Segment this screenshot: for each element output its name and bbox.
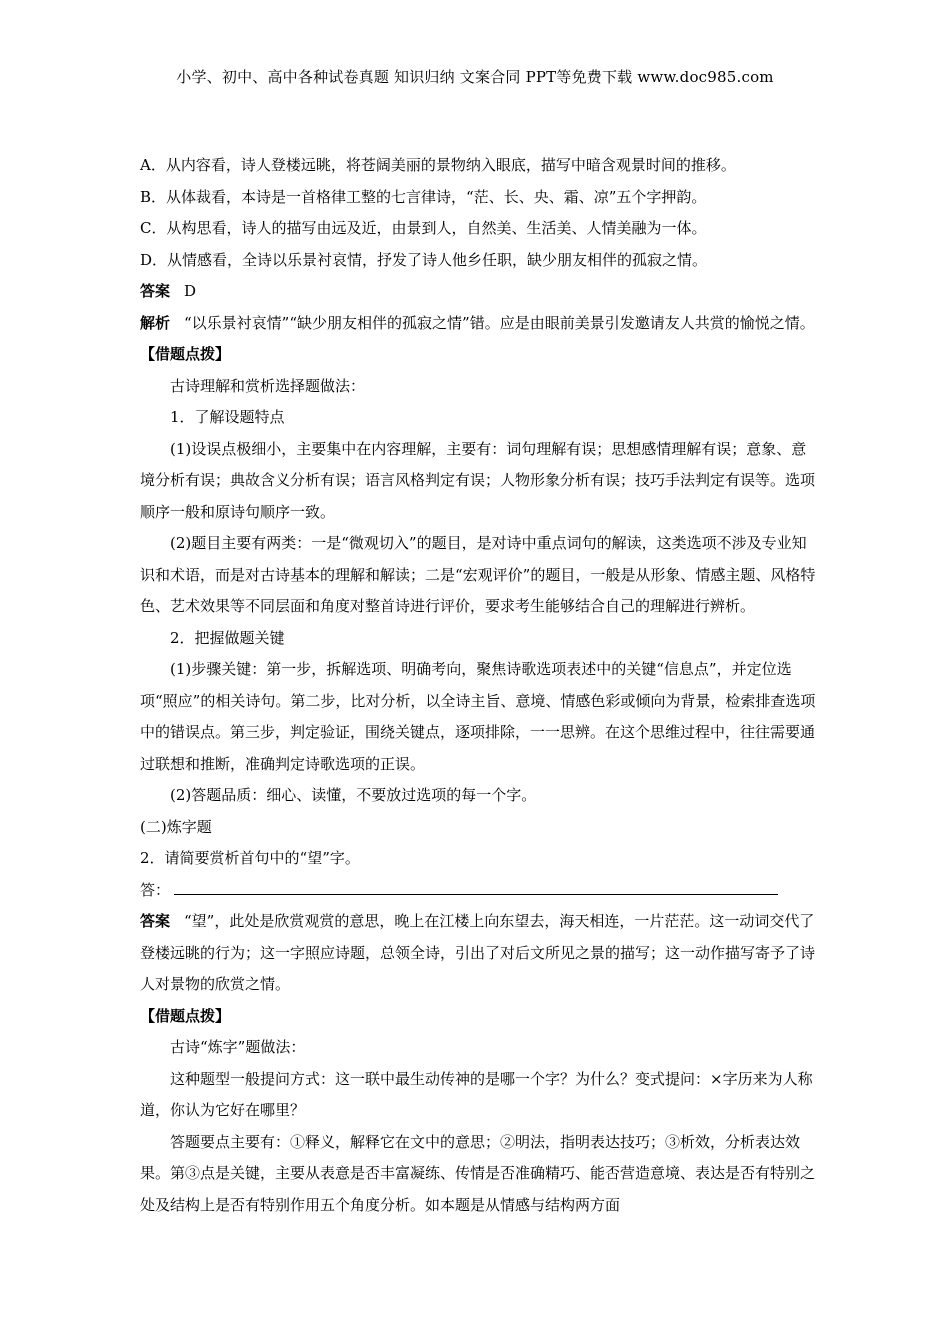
answer-label: 答案 xyxy=(140,282,171,300)
tip1-paragraph: (1)设误点极细小，主要集中在内容理解，主要有：词句理解有误；思想感情理解有误；意象、意境分析有误；典故含义分析有误；语言风格判定有误；人物形象分析有误；技巧手法判定有误等。选项顺序一般和原诗句顺序一致。 xyxy=(140,439,816,521)
tip2-paragraph: 古诗“炼字”题做法： xyxy=(170,1038,306,1056)
tip2-paragraph: 这种题型一般提问方式：这一联中最生动传神的是哪一个字？为什么？变式提问：×字历来为人称道，你认为它好在哪里？ xyxy=(140,1069,813,1119)
answer-line-1 xyxy=(140,276,820,308)
option-c: C．从构思看，诗人的描写由远及近，由景到人，自然美、生活美、人情美融为一体。 xyxy=(140,219,707,237)
analysis-label: 解析 xyxy=(140,313,171,332)
analysis-text: “以乐景衬哀情”“缺少朋友相伴的孤寂之情”错。应是由眼前美景引发邀请友人共赏的愉悦之情。 xyxy=(184,313,815,332)
option-a: A．从内容看，诗人登楼远眺，将苍阔美丽的景物纳入眼底，描写中暗含观景时间的推移。 xyxy=(140,156,736,174)
tip1-paragraph: (2)答题品质：细心、读懂，不要放过选项的每一个字。 xyxy=(170,786,537,804)
tip-heading-2: 【借题点拨】 xyxy=(140,1006,231,1025)
answer-value: D xyxy=(184,282,197,300)
answer-label: 答案 xyxy=(140,912,171,930)
answer-blank-line[interactable] xyxy=(174,876,778,895)
tip1-paragraph: (1)步骤关键：第一步，拆解选项、明确考向，聚焦诗歌选项表述中的关键“信息点”，并定位选项“照应”的相关诗句。第二步，比对分析，以全诗主旨、意境、情感色彩或倾向为背景，检索排查选项中的错误点。第三步，判定验证，围绕关键点，逐项排除，一一思辨。在这个思维过程中，往往需要通过联想和推断，准确判定诗歌选项的正误。 xyxy=(140,660,816,773)
tip2-paragraph: 答题要点主要有：①释义，解释它在文中的意思；②明法，指明表达技巧；③析效，分析表达效果。第③点是关键，主要从表意是否丰富凝练、传情是否准确精巧、能否营造意境、表达是否有特别之处及结构上是否有特别作用五个角度分析。如本题是从情感与结构两方面 xyxy=(140,1132,816,1214)
page-header: 小学、初中、高中各种试卷真题 知识归纳 文案合同 PPT等免费下载 www.doc985.com xyxy=(176,68,774,86)
section-title: (二)炼字题 xyxy=(140,817,212,836)
answer-text: “望”，此处是欣赏观赏的意思，晚上在江楼上向东望去，海天相连，一片茫茫。这一动词交代了登楼远眺的行为；这一字照应诗题，总领全诗，引出了对后文所见之景的描写；这一动作描写寄予了诗人对景物的欣赏之情。 xyxy=(140,912,816,993)
answer-2 xyxy=(140,906,820,1001)
analysis xyxy=(140,308,820,340)
tip1-paragraph: 1．了解设题特点 xyxy=(170,408,285,426)
answer-prompt: 答： xyxy=(140,880,171,899)
answer-blank-row xyxy=(140,875,820,907)
option-d: D．从情感看，全诗以乐景衬哀情，抒发了诗人他乡任职，缺少朋友相伴的孤寂之情。 xyxy=(140,250,708,269)
tip1-paragraph: (2)题目主要有两类：一是“微观切入”的题目，是对诗中重点词句的解读，这类选项不涉及专业知识和术语，而是对古诗基本的理解和解读；二是“宏观评价”的题目，一般是从形象、情感主题、风格特色、艺术效果等不同层面和角度对整首诗进行评价，要求考生能够结合自己的理解进行辨析。 xyxy=(140,534,816,615)
question-2: 2．请简要赏析首句中的“望”字。 xyxy=(140,849,360,867)
tip1-paragraph: 古诗理解和赏析选择题做法： xyxy=(170,376,366,395)
document-body xyxy=(140,150,820,1221)
tip-heading-1: 【借题点拨】 xyxy=(140,345,231,363)
option-b: B．从体裁看，本诗是一首格律工整的七言律诗，“茫、长、央、霜、凉”五个字押韵。 xyxy=(140,187,707,206)
tip1-paragraph: 2．把握做题关键 xyxy=(170,628,285,647)
